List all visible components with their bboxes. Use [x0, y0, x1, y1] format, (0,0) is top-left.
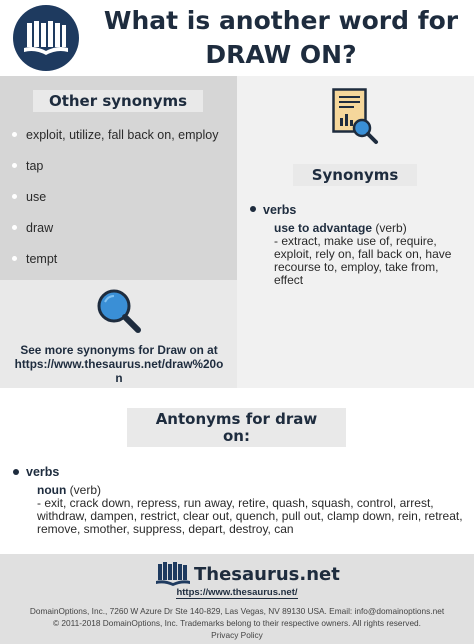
other-synonyms-panel — [0, 76, 237, 388]
site-logo[interactable] — [13, 5, 79, 71]
book-icon — [156, 562, 190, 586]
entry-pos-tag: (verb) — [69, 483, 102, 497]
list-item[interactable]: draw — [12, 219, 218, 250]
other-synonyms-heading: Other synonyms — [33, 90, 203, 112]
footer-url-text: https://www.thesaurus.net/ — [176, 587, 298, 598]
entry-sense: use to advantage — [274, 221, 373, 235]
entry-sense: noun — [37, 483, 67, 497]
list-item[interactable]: exploit, utilize, fall back on, employ — [12, 126, 218, 157]
entry-pos-tag: (verb) — [375, 221, 407, 235]
privacy-policy-link[interactable]: Privacy Policy — [211, 630, 263, 640]
footer-url-link[interactable] — [0, 587, 474, 598]
other-synonyms-list — [12, 126, 218, 281]
page-header — [0, 0, 474, 76]
entry-words: - exit, crack down, repress, run away, retire, quash, squash, control, arrest, withdraw, dampen, restrict, clear out, quench, pull out, clamp down, rein, retreat, remove, smother, suppress, depart, destroy, can — [37, 496, 463, 536]
see-more-line-3: n — [115, 371, 123, 385]
bullet — [13, 469, 19, 475]
footer-logo[interactable] — [156, 562, 340, 586]
title-line-2: DRAW ON? — [205, 40, 357, 69]
bullet — [250, 206, 256, 212]
list-item[interactable]: tempt — [12, 250, 218, 281]
synonyms-pos-label: verbs — [263, 203, 297, 217]
entry-words: - extract, make use of, require, exploit, rely on, fall back on, have recourse to, employ, take from, effect — [274, 234, 452, 287]
page-footer — [0, 554, 474, 644]
footer-copyright: © 2011-2018 DomainOptions, Inc. Trademarks belong to their respective owners. All rights reserved. — [53, 618, 421, 628]
footer-brand: Thesaurus.net — [194, 563, 340, 585]
see-more-line-2: https://www.thesaurus.net/draw%20o — [14, 357, 224, 371]
antonyms-pos-label: verbs — [26, 465, 60, 479]
synonyms-panel — [237, 76, 474, 388]
antonym-entry — [37, 484, 469, 536]
see-more-line-1: See more synonyms for Draw on at — [20, 343, 218, 357]
antonyms-heading-line-1: Antonyms for draw — [155, 409, 318, 428]
book-icon — [23, 20, 69, 56]
see-more-link[interactable] — [6, 343, 232, 385]
footer-address: DomainOptions, Inc., 7260 W Azure Dr Ste 140-829, Las Vegas, NV 89130 USA. Email: info@domainoptions.net — [29, 606, 445, 616]
list-item[interactable]: use — [12, 188, 218, 219]
title-line-1: What is another word for — [103, 6, 459, 35]
antonyms-heading-line-2: on: — [223, 426, 250, 445]
list-item[interactable]: tap — [12, 157, 218, 188]
document-chart-icon — [332, 88, 380, 146]
antonyms-heading — [127, 408, 346, 447]
synonyms-heading: Synonyms — [293, 164, 417, 186]
synonym-entry — [274, 222, 470, 287]
page-title — [96, 4, 466, 72]
magnifier-icon — [96, 288, 142, 334]
